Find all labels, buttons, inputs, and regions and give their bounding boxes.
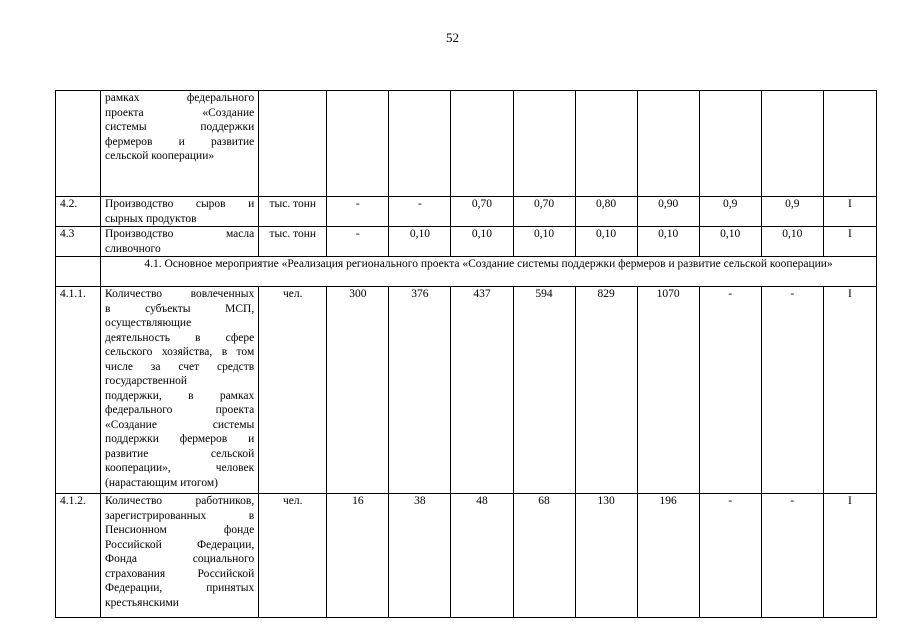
value-cell [389,91,451,197]
indicator-name-line: фермеров и развитие [105,135,255,148]
indicator-name [101,91,259,197]
row-number: 4.1.1. [56,287,101,494]
table-row [56,287,877,494]
value-cell: 48 [451,494,513,618]
value-cell: - [389,197,451,227]
indicator-name-line: зарегистрированных в [105,509,255,522]
indicator-name-line: поддержки фермеров и [105,433,255,445]
indicator-name [101,197,259,227]
value-cell: 196 [637,494,699,618]
indicator-name-line: «Создание системы [105,418,255,431]
value-cell: 1070 [637,287,699,494]
section-row [56,257,877,287]
value-cell: 437 [451,287,513,494]
section-title: 4.1. Основное мероприятие «Реализация регионального проекта «Создание системы поддержки фермеров и развитие сельской кооперации» [101,257,877,287]
value-cell [575,91,637,197]
value-cell: 130 [575,494,637,618]
table-row [56,197,877,227]
indicator-name-line: Количество работников, [105,495,255,507]
value-cell: 0,10 [637,227,699,257]
table-row [56,494,877,618]
indicator-name-line: сырных продуктов [105,212,197,225]
value-cell: - [699,494,761,618]
indicators-table [55,90,877,618]
unit-cell: чел. [259,494,327,618]
value-cell: 829 [575,287,637,494]
section-number-cell [56,257,101,287]
mark-cell: I [823,494,876,618]
indicator-name-line: числе за счет средств [105,360,255,373]
value-cell [637,91,699,197]
value-cell: 16 [327,494,389,618]
value-cell: 300 [327,287,389,494]
unit-cell: чел. [259,287,327,494]
value-cell [761,91,823,197]
unit-cell [259,91,327,197]
indicator-name [101,227,259,257]
value-cell: - [761,494,823,618]
value-cell: 0,10 [699,227,761,257]
row-number: 4.2. [56,197,101,227]
indicator-name-line: сельского хозяйства, в том [105,346,255,358]
indicator-name-line: Производство сыров и [105,198,255,210]
indicator-name-line: в субъекты МСП, [105,302,255,315]
indicator-name-line: крестьянскими [105,596,179,609]
indicator-name [101,494,259,618]
value-cell: 0,9 [761,197,823,227]
value-cell: - [761,287,823,494]
indicator-name-line: страхования Российской [105,567,255,580]
value-cell [451,91,513,197]
value-cell: 0,70 [451,197,513,227]
indicator-name-line: развитие сельской [105,447,255,460]
unit-cell: тыс. тонн [259,197,327,227]
indicator-name-line: осуществляющие [105,317,192,329]
indicator-name-line: (нарастающим итогом) [105,476,218,489]
value-cell [513,91,575,197]
row-number [56,91,101,197]
value-cell: 0,90 [637,197,699,227]
value-cell: 376 [389,287,451,494]
indicator-name-line: системы поддержки [105,121,255,133]
indicator-name-line: Федерации, принятых [105,582,255,594]
value-cell: 0,10 [389,227,451,257]
value-cell: 594 [513,287,575,494]
value-cell: - [699,287,761,494]
mark-cell: I [823,227,876,257]
mark-cell: I [823,197,876,227]
indicator-name-line: Производство масла [105,228,255,240]
indicator-name-line: кооперации», человек [105,462,255,474]
value-cell: 0,10 [451,227,513,257]
value-cell: 0,80 [575,197,637,227]
unit-cell: тыс. тонн [259,227,327,257]
table-row [56,227,877,257]
mark-cell: I [823,287,876,494]
value-cell: 0,70 [513,197,575,227]
mark-cell [823,91,876,197]
value-cell: 38 [389,494,451,618]
page-number: 52 [446,30,459,45]
indicator-name-line: государственной [105,375,188,387]
indicator-name-line: деятельность в сфере [105,331,255,344]
value-cell: 0,9 [699,197,761,227]
row-number: 4.1.2. [56,494,101,618]
indicator-name-line: сливочного [105,242,161,255]
value-cell: - [327,197,389,227]
indicator-name [101,287,259,494]
value-cell: 0,10 [575,227,637,257]
table-row [56,91,877,197]
indicator-name-line: Количество вовлеченных [105,288,255,300]
indicator-name-line: сельской кооперации» [105,150,215,162]
value-cell [699,91,761,197]
indicator-name-line: федерального проекта [105,404,255,416]
indicator-name-line: рамках федерального [105,92,255,104]
indicator-name-line: проекта «Создание [105,106,255,119]
indicator-name-line: Российской Федерации, [105,538,255,551]
row-number: 4.3 [56,227,101,257]
indicator-name-line: поддержки, в рамках [105,389,255,402]
value-cell: 0,10 [513,227,575,257]
value-cell: 68 [513,494,575,618]
indicator-name-line: Фонда социального [105,553,255,565]
value-cell [327,91,389,197]
value-cell: - [327,227,389,257]
indicator-name-line: Пенсионном фонде [105,524,255,536]
value-cell: 0,10 [761,227,823,257]
